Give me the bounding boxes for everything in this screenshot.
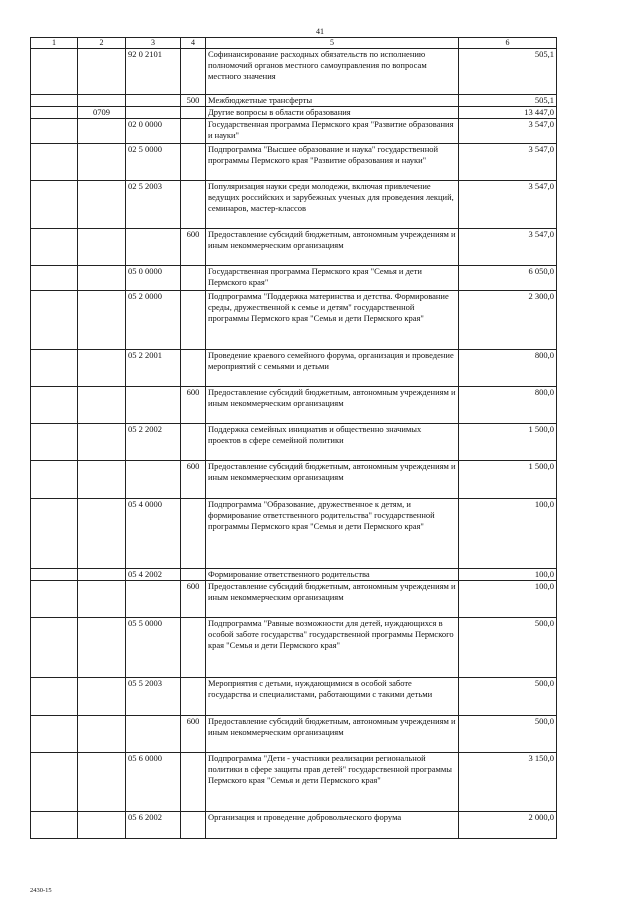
expense-type-cell bbox=[181, 499, 206, 569]
table-row bbox=[31, 753, 557, 812]
name-cell: Предоставление субсидий бюджетным, автономным учреждениям и иным некоммерческим организациям bbox=[206, 581, 459, 618]
table-row bbox=[31, 350, 557, 387]
target-item-cell: 05 2 0000 bbox=[126, 291, 181, 350]
name-cell: Подпрограмма "Дети - участники реализации региональной политики в сфере защиты прав детей" государственной программы Пермского края "Семья и дети Пермского края" bbox=[206, 753, 459, 812]
target-item-cell bbox=[126, 581, 181, 618]
target-item-cell: 02 0 0000 bbox=[126, 119, 181, 144]
target-item-cell bbox=[126, 229, 181, 266]
section-cell bbox=[31, 581, 78, 618]
target-item-cell: 05 4 0000 bbox=[126, 499, 181, 569]
expense-type-cell bbox=[181, 618, 206, 678]
section-cell bbox=[31, 181, 78, 229]
name-cell: Предоставление субсидий бюджетным, автономным учреждениям и иным некоммерческим организациям bbox=[206, 387, 459, 424]
footer-code: 2430-15 bbox=[30, 887, 52, 894]
expense-type-cell: 500 bbox=[181, 95, 206, 107]
table-row bbox=[31, 291, 557, 350]
target-item-cell bbox=[126, 387, 181, 424]
target-item-cell: 02 5 0000 bbox=[126, 144, 181, 181]
section-cell bbox=[31, 499, 78, 569]
name-cell: Поддержка семейных инициатив и общественно значимых проектов в сфере семейной политики bbox=[206, 424, 459, 461]
amount-cell: 500,0 bbox=[459, 678, 557, 716]
header-col-5: 5 bbox=[206, 38, 459, 49]
subsection-cell bbox=[78, 569, 126, 581]
section-cell bbox=[31, 95, 78, 107]
amount-cell: 6 050,0 bbox=[459, 266, 557, 291]
expense-type-cell bbox=[181, 119, 206, 144]
amount-cell: 800,0 bbox=[459, 350, 557, 387]
subsection-cell bbox=[78, 350, 126, 387]
name-cell: Мероприятия с детьми, нуждающимися в особой заботе государства и специалистами, работающими с такими детьми bbox=[206, 678, 459, 716]
amount-cell: 100,0 bbox=[459, 499, 557, 569]
target-item-cell: 05 6 0000 bbox=[126, 753, 181, 812]
expense-type-cell bbox=[181, 181, 206, 229]
amount-cell: 3 547,0 bbox=[459, 229, 557, 266]
name-cell: Софинансирование расходных обязательств по исполнению полномочий органов местного самоуправления по вопросам местного значения bbox=[206, 49, 459, 95]
table-row bbox=[31, 461, 557, 499]
subsection-cell bbox=[78, 95, 126, 107]
subsection-cell bbox=[78, 49, 126, 95]
amount-cell: 505,1 bbox=[459, 95, 557, 107]
table-row bbox=[31, 107, 557, 119]
subsection-cell bbox=[78, 144, 126, 181]
table-body bbox=[31, 49, 557, 839]
name-cell: Межбюджетные трансферты bbox=[206, 95, 459, 107]
subsection-cell: 0709 bbox=[78, 107, 126, 119]
section-cell bbox=[31, 49, 78, 95]
target-item-cell bbox=[126, 716, 181, 753]
table-row bbox=[31, 181, 557, 229]
expense-type-cell bbox=[181, 424, 206, 461]
subsection-cell bbox=[78, 229, 126, 266]
subsection-cell bbox=[78, 424, 126, 461]
expense-type-cell bbox=[181, 350, 206, 387]
table-row bbox=[31, 569, 557, 581]
section-cell bbox=[31, 229, 78, 266]
header-col-3: 3 bbox=[126, 38, 181, 49]
amount-cell: 3 547,0 bbox=[459, 119, 557, 144]
amount-cell: 2 000,0 bbox=[459, 812, 557, 839]
section-cell bbox=[31, 424, 78, 461]
amount-cell: 1 500,0 bbox=[459, 461, 557, 499]
amount-cell: 500,0 bbox=[459, 618, 557, 678]
name-cell: Государственная программа Пермского края "Семья и дети Пермского края" bbox=[206, 266, 459, 291]
header-row bbox=[31, 38, 557, 49]
expense-type-cell: 600 bbox=[181, 716, 206, 753]
expense-type-cell: 600 bbox=[181, 461, 206, 499]
section-cell bbox=[31, 387, 78, 424]
subsection-cell bbox=[78, 181, 126, 229]
section-cell bbox=[31, 753, 78, 812]
amount-cell: 3 547,0 bbox=[459, 144, 557, 181]
table-row bbox=[31, 266, 557, 291]
target-item-cell: 92 0 2101 bbox=[126, 49, 181, 95]
amount-cell: 1 500,0 bbox=[459, 424, 557, 461]
subsection-cell bbox=[78, 581, 126, 618]
table-row bbox=[31, 499, 557, 569]
section-cell bbox=[31, 716, 78, 753]
name-cell: Популяризация науки среди молодежи, включая привлечение ведущих российских и зарубежных ученых для проведения лекций, семинаров, мастер-классов bbox=[206, 181, 459, 229]
table-row bbox=[31, 424, 557, 461]
target-item-cell bbox=[126, 461, 181, 499]
target-item-cell: 05 4 2002 bbox=[126, 569, 181, 581]
subsection-cell bbox=[78, 678, 126, 716]
table-row bbox=[31, 387, 557, 424]
amount-cell: 800,0 bbox=[459, 387, 557, 424]
expense-type-cell: 600 bbox=[181, 387, 206, 424]
amount-cell: 3 150,0 bbox=[459, 753, 557, 812]
expense-type-cell bbox=[181, 144, 206, 181]
subsection-cell bbox=[78, 266, 126, 291]
expense-type-cell: 600 bbox=[181, 581, 206, 618]
header-col-2: 2 bbox=[78, 38, 126, 49]
expense-type-cell bbox=[181, 569, 206, 581]
section-cell bbox=[31, 812, 78, 839]
amount-cell: 100,0 bbox=[459, 581, 557, 618]
subsection-cell bbox=[78, 387, 126, 424]
subsection-cell bbox=[78, 119, 126, 144]
target-item-cell: 05 2 2001 bbox=[126, 350, 181, 387]
name-cell: Государственная программа Пермского края "Развитие образования и науки" bbox=[206, 119, 459, 144]
name-cell: Предоставление субсидий бюджетным, автономным учреждениям и иным некоммерческим организациям bbox=[206, 716, 459, 753]
section-cell bbox=[31, 266, 78, 291]
section-cell bbox=[31, 618, 78, 678]
amount-cell: 500,0 bbox=[459, 716, 557, 753]
subsection-cell bbox=[78, 753, 126, 812]
header-col-1: 1 bbox=[31, 38, 78, 49]
target-item-cell bbox=[126, 95, 181, 107]
expense-type-cell bbox=[181, 753, 206, 812]
name-cell: Проведение краевого семейного форума, организация и проведение мероприятий с семьями и детьми bbox=[206, 350, 459, 387]
subsection-cell bbox=[78, 499, 126, 569]
table-row bbox=[31, 229, 557, 266]
expense-type-cell bbox=[181, 812, 206, 839]
table-row bbox=[31, 581, 557, 618]
target-item-cell: 05 0 0000 bbox=[126, 266, 181, 291]
target-item-cell: 05 5 0000 bbox=[126, 618, 181, 678]
target-item-cell: 02 5 2003 bbox=[126, 181, 181, 229]
table-row bbox=[31, 144, 557, 181]
table-row bbox=[31, 49, 557, 95]
name-cell: Организация и проведение добровольческого форума bbox=[206, 812, 459, 839]
table-row bbox=[31, 716, 557, 753]
section-cell bbox=[31, 144, 78, 181]
subsection-cell bbox=[78, 291, 126, 350]
amount-cell: 100,0 bbox=[459, 569, 557, 581]
name-cell: Формирование ответственного родительства bbox=[206, 569, 459, 581]
page-number: 41 bbox=[316, 27, 324, 36]
header-col-6: 6 bbox=[459, 38, 557, 49]
amount-cell: 13 447,0 bbox=[459, 107, 557, 119]
section-cell bbox=[31, 350, 78, 387]
name-cell: Подпрограмма "Образование, дружественное к детям, и формирование ответственного родительства" государственной программы Пермского края "Семья и дети Пермского края" bbox=[206, 499, 459, 569]
section-cell bbox=[31, 678, 78, 716]
name-cell: Подпрограмма "Высшее образование и наука" государственной программы Пермского края "Развитие образования и науки" bbox=[206, 144, 459, 181]
section-cell bbox=[31, 291, 78, 350]
target-item-cell: 05 5 2003 bbox=[126, 678, 181, 716]
budget-table bbox=[30, 37, 557, 839]
expense-type-cell bbox=[181, 678, 206, 716]
expense-type-cell bbox=[181, 107, 206, 119]
section-cell bbox=[31, 107, 78, 119]
expense-type-cell: 600 bbox=[181, 229, 206, 266]
amount-cell: 505,1 bbox=[459, 49, 557, 95]
subsection-cell bbox=[78, 716, 126, 753]
name-cell: Подпрограмма "Поддержка материнства и детства. Формирование среды, дружественной к семье и детям" государственной программы Пермского края "Семья и дети Пермского края" bbox=[206, 291, 459, 350]
amount-cell: 3 547,0 bbox=[459, 181, 557, 229]
target-item-cell bbox=[126, 107, 181, 119]
table-row bbox=[31, 678, 557, 716]
subsection-cell bbox=[78, 461, 126, 499]
name-cell: Предоставление субсидий бюджетным, автономным учреждениям и иным некоммерческим организациям bbox=[206, 461, 459, 499]
table-row bbox=[31, 618, 557, 678]
header-col-4: 4 bbox=[181, 38, 206, 49]
expense-type-cell bbox=[181, 291, 206, 350]
subsection-cell bbox=[78, 812, 126, 839]
subsection-cell bbox=[78, 618, 126, 678]
target-item-cell: 05 2 2002 bbox=[126, 424, 181, 461]
name-cell: Предоставление субсидий бюджетным, автономным учреждениям и иным некоммерческим организациям bbox=[206, 229, 459, 266]
name-cell: Подпрограмма "Равные возможности для детей, нуждающихся в особой заботе государства" государственной программы Пермского края "Семья и дети Пермского края" bbox=[206, 618, 459, 678]
table-row bbox=[31, 812, 557, 839]
name-cell: Другие вопросы в области образования bbox=[206, 107, 459, 119]
expense-type-cell bbox=[181, 266, 206, 291]
amount-cell: 2 300,0 bbox=[459, 291, 557, 350]
section-cell bbox=[31, 461, 78, 499]
table-row bbox=[31, 119, 557, 144]
section-cell bbox=[31, 119, 78, 144]
table-row bbox=[31, 95, 557, 107]
section-cell bbox=[31, 569, 78, 581]
target-item-cell: 05 6 2002 bbox=[126, 812, 181, 839]
expense-type-cell bbox=[181, 49, 206, 95]
